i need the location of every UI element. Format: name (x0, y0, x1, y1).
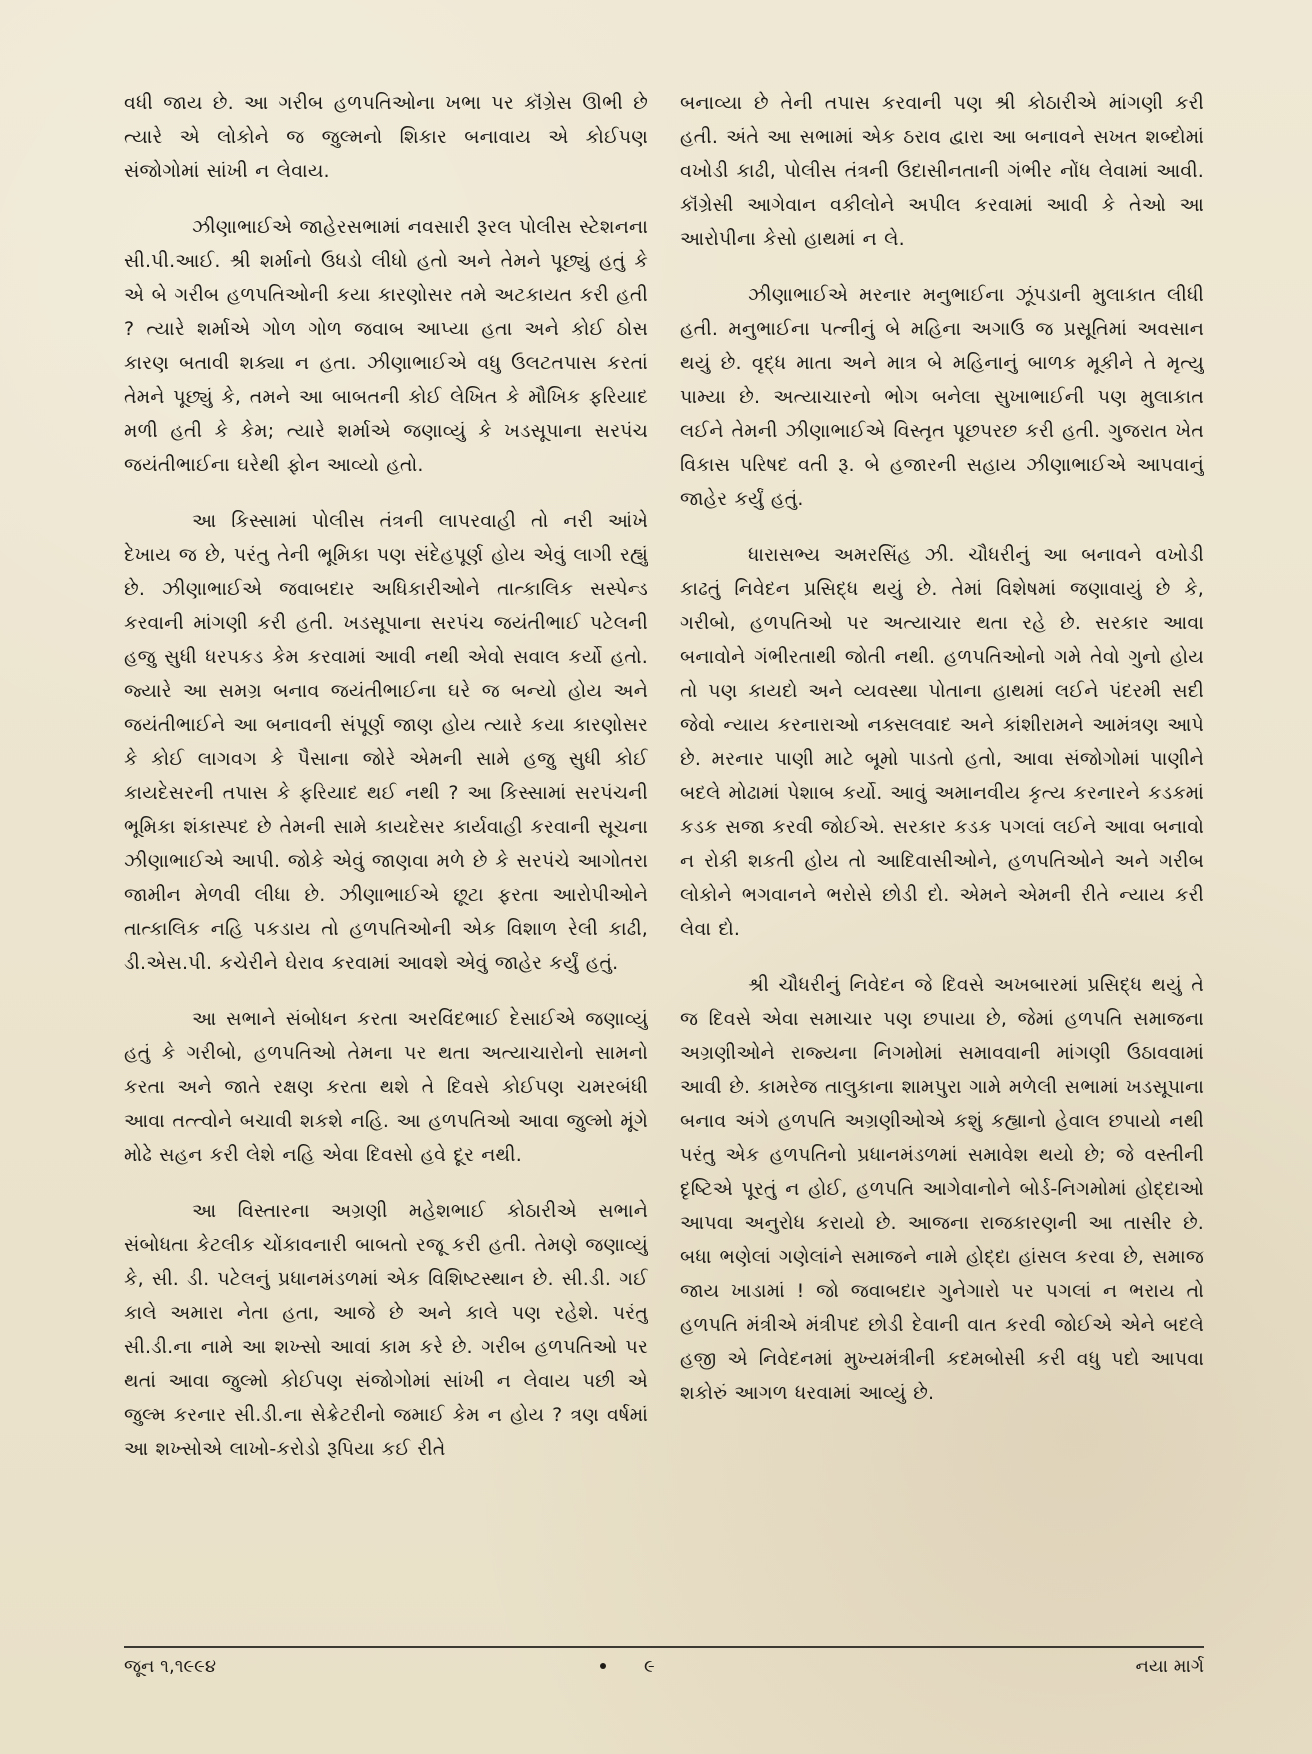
right-paragraph-3: ધારાસભ્ય અમરસિંહ ઝી. ચૌધરીનું આ બનાવને વખોડી કાઢતું નિવેદન પ્રસિદ્ધ થયું છે. તેમાં વિશેષમાં જણાવાયું છે કે, ગરીબો, હળપતિઓ પર અત્યાચાર થતા રહે છે. સરકાર આવા બનાવોને ગંભીરતાથી જોતી નથી. હળપતિઓનો ગમે તેવો ગુનો હોય તો પણ કાયદો અને વ્યવસ્થા પોતાના હાથમાં લઈને પંદરમી સદી જેવો ન્યાય કરનારાઓ નક્સલવાદ અને કાંશીરામને આમંત્રણ આપે છે. મરનાર પાણી માટે બૂમો પાડતો હતો, આવા સંજોગોમાં પાણીને બદલે મોઢામાં પેશાબ કર્યો. આવું અમાનવીય કૃત્ય કરનારને કડકમાં કડક સજા કરવી જોઈએ. સરકાર કડક પગલાં લઈને આવા બનાવો ન રોકી શકતી હોય તો આદિવાસીઓને, હળપતિઓને અને ગરીબ લોકોને ભગવાનને ભરોસે છોડી દો. એમને એમની રીતે ન્યાય કરી લેવા દો. (680, 544, 1204, 940)
footer-bullet (600, 1663, 606, 1669)
left-paragraph-5: આ વિસ્તારના અગ્રણી મહેશભાઈ કોઠારીએ સભાને સંબોધતા કેટલીક ચોંકાવનારી બાબતો રજૂ કરી હતી. તેમણે જણાવ્યું કે, સી. ડી. પટેલનું પ્રધાનમંડળમાં એક વિશિષ્ટસ્થાન છે. સી.ડી. ગઈ કાલે અમારા નેતા હતા, આજે છે અને કાલે પણ રહેશે. પરંતુ સી.ડી.ના નામે આ શખ્સો આવાં કામ કરે છે. ગરીબ હળપતિઓ પર થતાં આવા જુલ્મો કોઈપણ સંજોગોમાં સાંખી ન લેવાય પછી એ જુલ્મ કરનાર સી.ડી.ના સેક્રેટરીનો જમાઈ કેમ ન હોય ? ત્રણ વર્ષમાં આ શખ્સોએ લાખો-કરોડો રૂપિયા કઈ રીતે (124, 1200, 648, 1460)
right-paragraph-1: બનાવ્યા છે તેની તપાસ કરવાની પણ શ્રી કોઠારીએ માંગણી કરી હતી. અંતે આ સભામાં એક ઠરાવ દ્વારા આ બનાવને સખત શબ્દોમાં વખોડી કાઢી, પોલીસ તંત્રની ઉદાસીનતાની ગંભીર નોંધ લેવામાં આવી. કૉંગ્રેસી આગેવાન વકીલોને અપીલ કરવામાં આવી કે તેઓ આ આરોપીના કેસો હાથમાં ન લે. (680, 92, 1204, 250)
right-paragraph-2: ઝીણાભાઈએ મરનાર મનુભાઈના ઝૂંપડાની મુલાકાત લીધી હતી. મનુભાઈના પત્નીનું બે મહિના અગાઉ જ પ્રસૂતિમાં અવસાન થયું છે. વૃદ્ધ માતા અને માત્ર બે મહિનાનું બાળક મૂકીને તે મૃત્યુ પામ્યા છે. અત્યાચારનો ભોગ બનેલા સુખાભાઈની પણ મુલાકાત લઈને તેમની ઝીણાભાઈએ વિસ્તૃત પૂછપરછ કરી હતી. ગુજરાત ખેત વિકાસ પરિષદ વતી રૂ. બે હજારની સહાય ઝીણાભાઈએ આપવાનું જાહેર કર્યું હતું. (680, 284, 1204, 510)
publication-name: નયા માર્ગ (1135, 1656, 1204, 1677)
right-paragraph-4: શ્રી ચૌધરીનું નિવેદન જે દિવસે અખબારમાં પ્રસિદ્ધ થયું તે જ દિવસે એવા સમાચાર પણ છપાયા છે, જેમાં હળપતિ સમાજના અગ્રણીઓને રાજ્યના નિગમોમાં સમાવવાની માંગણી ઉઠાવવામાં આવી છે. કામરેજ તાલુકાના શામપુરા ગામે મળેલી સભામાં ખડસૂપાના બનાવ અંગે હળપતિ અગ્રણીઓએ કશું કહ્યાનો હેવાલ છપાયો નથી પરંતુ એક હળપતિનો પ્રધાનમંડળમાં સમાવેશ થયો છે; જે વસ્તીની દૃષ્ટિએ પૂરતું ન હોઈ, હળપતિ આગેવાનોને બોર્ડ-નિગમોમાં હોદ્દાઓ આપવા અનુરોધ કરાયો છે. આજના રાજકારણની આ તાસીર છે. બધા ભણેલાં ગણેલાંને સમાજને નામે હોદ્દા હાંસલ કરવા છે, સમાજ જાય ખાડામાં ! જો જવાબદાર ગુનેગારો પર પગલાં ન ભરાય તો હળપતિ મંત્રીએ મંત્રીપદ છોડી દેવાની વાત કરવી જોઈએ એને બદલે હજી એ નિવેદનમાં મુખ્યમંત્રીની કદમબોસી કરી વધુ પદો આપવા શકોરું આગળ ધરવામાં આવ્યું છે. (680, 974, 1204, 1404)
left-paragraph-1: વધી જાય છે. આ ગરીબ હળપતિઓના ખભા પર કૉંગ્રેસ ઊભી છે ત્યારે એ લોકોને જ જુલ્મનો શિકાર બનાવાય એ કોઈપણ સંજોગોમાં સાંખી ન લેવાય. (124, 92, 648, 182)
footer-date: જૂન ૧,૧૯૯૪ (124, 1656, 216, 1677)
left-paragraph-4: આ સભાને સંબોધન કરતા અરવિંદભાઈ દેસાઈએ જણાવ્યું હતું કે ગરીબો, હળપતિઓ તેમના પર થતા અત્યાચારોનો સામનો કરતા અને જાતે રક્ષણ કરતા થશે તે દિવસે કોઈપણ ચમરબંધી આવા તત્ત્વોને બચાવી શકશે નહિ. આ હળપતિઓ આવા જુલ્મો મૂંગે મોઢે સહન કરી લેશે નહિ એવા દિવસો હવે દૂર નથી. (124, 1008, 648, 1166)
left-paragraph-3: આ કિસ્સામાં પોલીસ તંત્રની લાપરવાહી તો નરી આંખે દેખાય જ છે, પરંતુ તેની ભૂમિકા પણ સંદેહપૂર્ણ હોય એવું લાગી રહ્યું છે. ઝીણાભાઈએ જવાબદાર અધિકારીઓને તાત્કાલિક સસ્પેન્ડ કરવાની માંગણી કરી હતી. ખડસૂપાના સરપંચ જયંતીભાઈ પટેલની હજુ સુધી ધરપકડ કેમ કરવામાં આવી નથી એવો સવાલ કર્યો હતો. જ્યારે આ સમગ્ર બનાવ જયંતીભાઈના ઘરે જ બન્યો હોય અને જયંતીભાઈને આ બનાવની સંપૂર્ણ જાણ હોય ત્યારે કયા કારણોસર કે કોઈ લાગવગ કે પૈસાના જોરે એમની સામે હજુ સુધી કોઈ કાયદેસરની તપાસ કે ફરિયાદ થઈ નથી ? આ કિસ્સામાં સરપંચની ભૂમિકા શંકાસ્પદ છે તેમની સામે કાયદેસર કાર્યવાહી કરવાની સૂચના ઝીણાભાઈએ આપી. જોકે એવું જાણવા મળે છે કે સરપંચે આગોતરા જામીન મેળવી લીધા છે. ઝીણાભાઈએ છૂટા ફરતા આરોપીઓને તાત્કાલિક નહિ પકડાય તો હળપતિઓની એક વિશાળ રેલી કાઢી, ડી.એસ.પી. કચેરીને ઘેરાવ કરવામાં આવશે એવું જાહેર કર્યું હતું. (124, 510, 648, 974)
left-column (124, 86, 648, 1636)
left-paragraph-2: ઝીણાભાઈએ જાહેરસભામાં નવસારી રૂરલ પોલીસ સ્ટેશનના સી.પી.આઈ. શ્રી શર્માનો ઉધડો લીધો હતો અને તેમને પૂછ્યું હતું કે એ બે ગરીબ હળપતિઓની કયા કારણોસર તમે અટકાયત કરી હતી ? ત્યારે શર્માએ ગોળ ગોળ જવાબ આપ્યા હતા અને કોઈ ઠોસ કારણ બતાવી શક્યા ન હતા. ઝીણાભાઈએ વધુ ઉલટતપાસ કરતાં તેમને પૂછ્યું કે, તમને આ બાબતની કોઈ લેખિત કે મૌખિક ફરિયાદ મળી હતી કે કેમ; ત્યારે શર્માએ જણાવ્યું કે ખડસૂપાના સરપંચ જયંતીભાઈના ઘરેથી ફોન આવ્યો હતો. (124, 216, 648, 476)
page-number: ૯ (644, 1656, 655, 1677)
page-footer (124, 1646, 1204, 1684)
right-column (680, 86, 1204, 1636)
article-columns (124, 86, 1204, 1636)
